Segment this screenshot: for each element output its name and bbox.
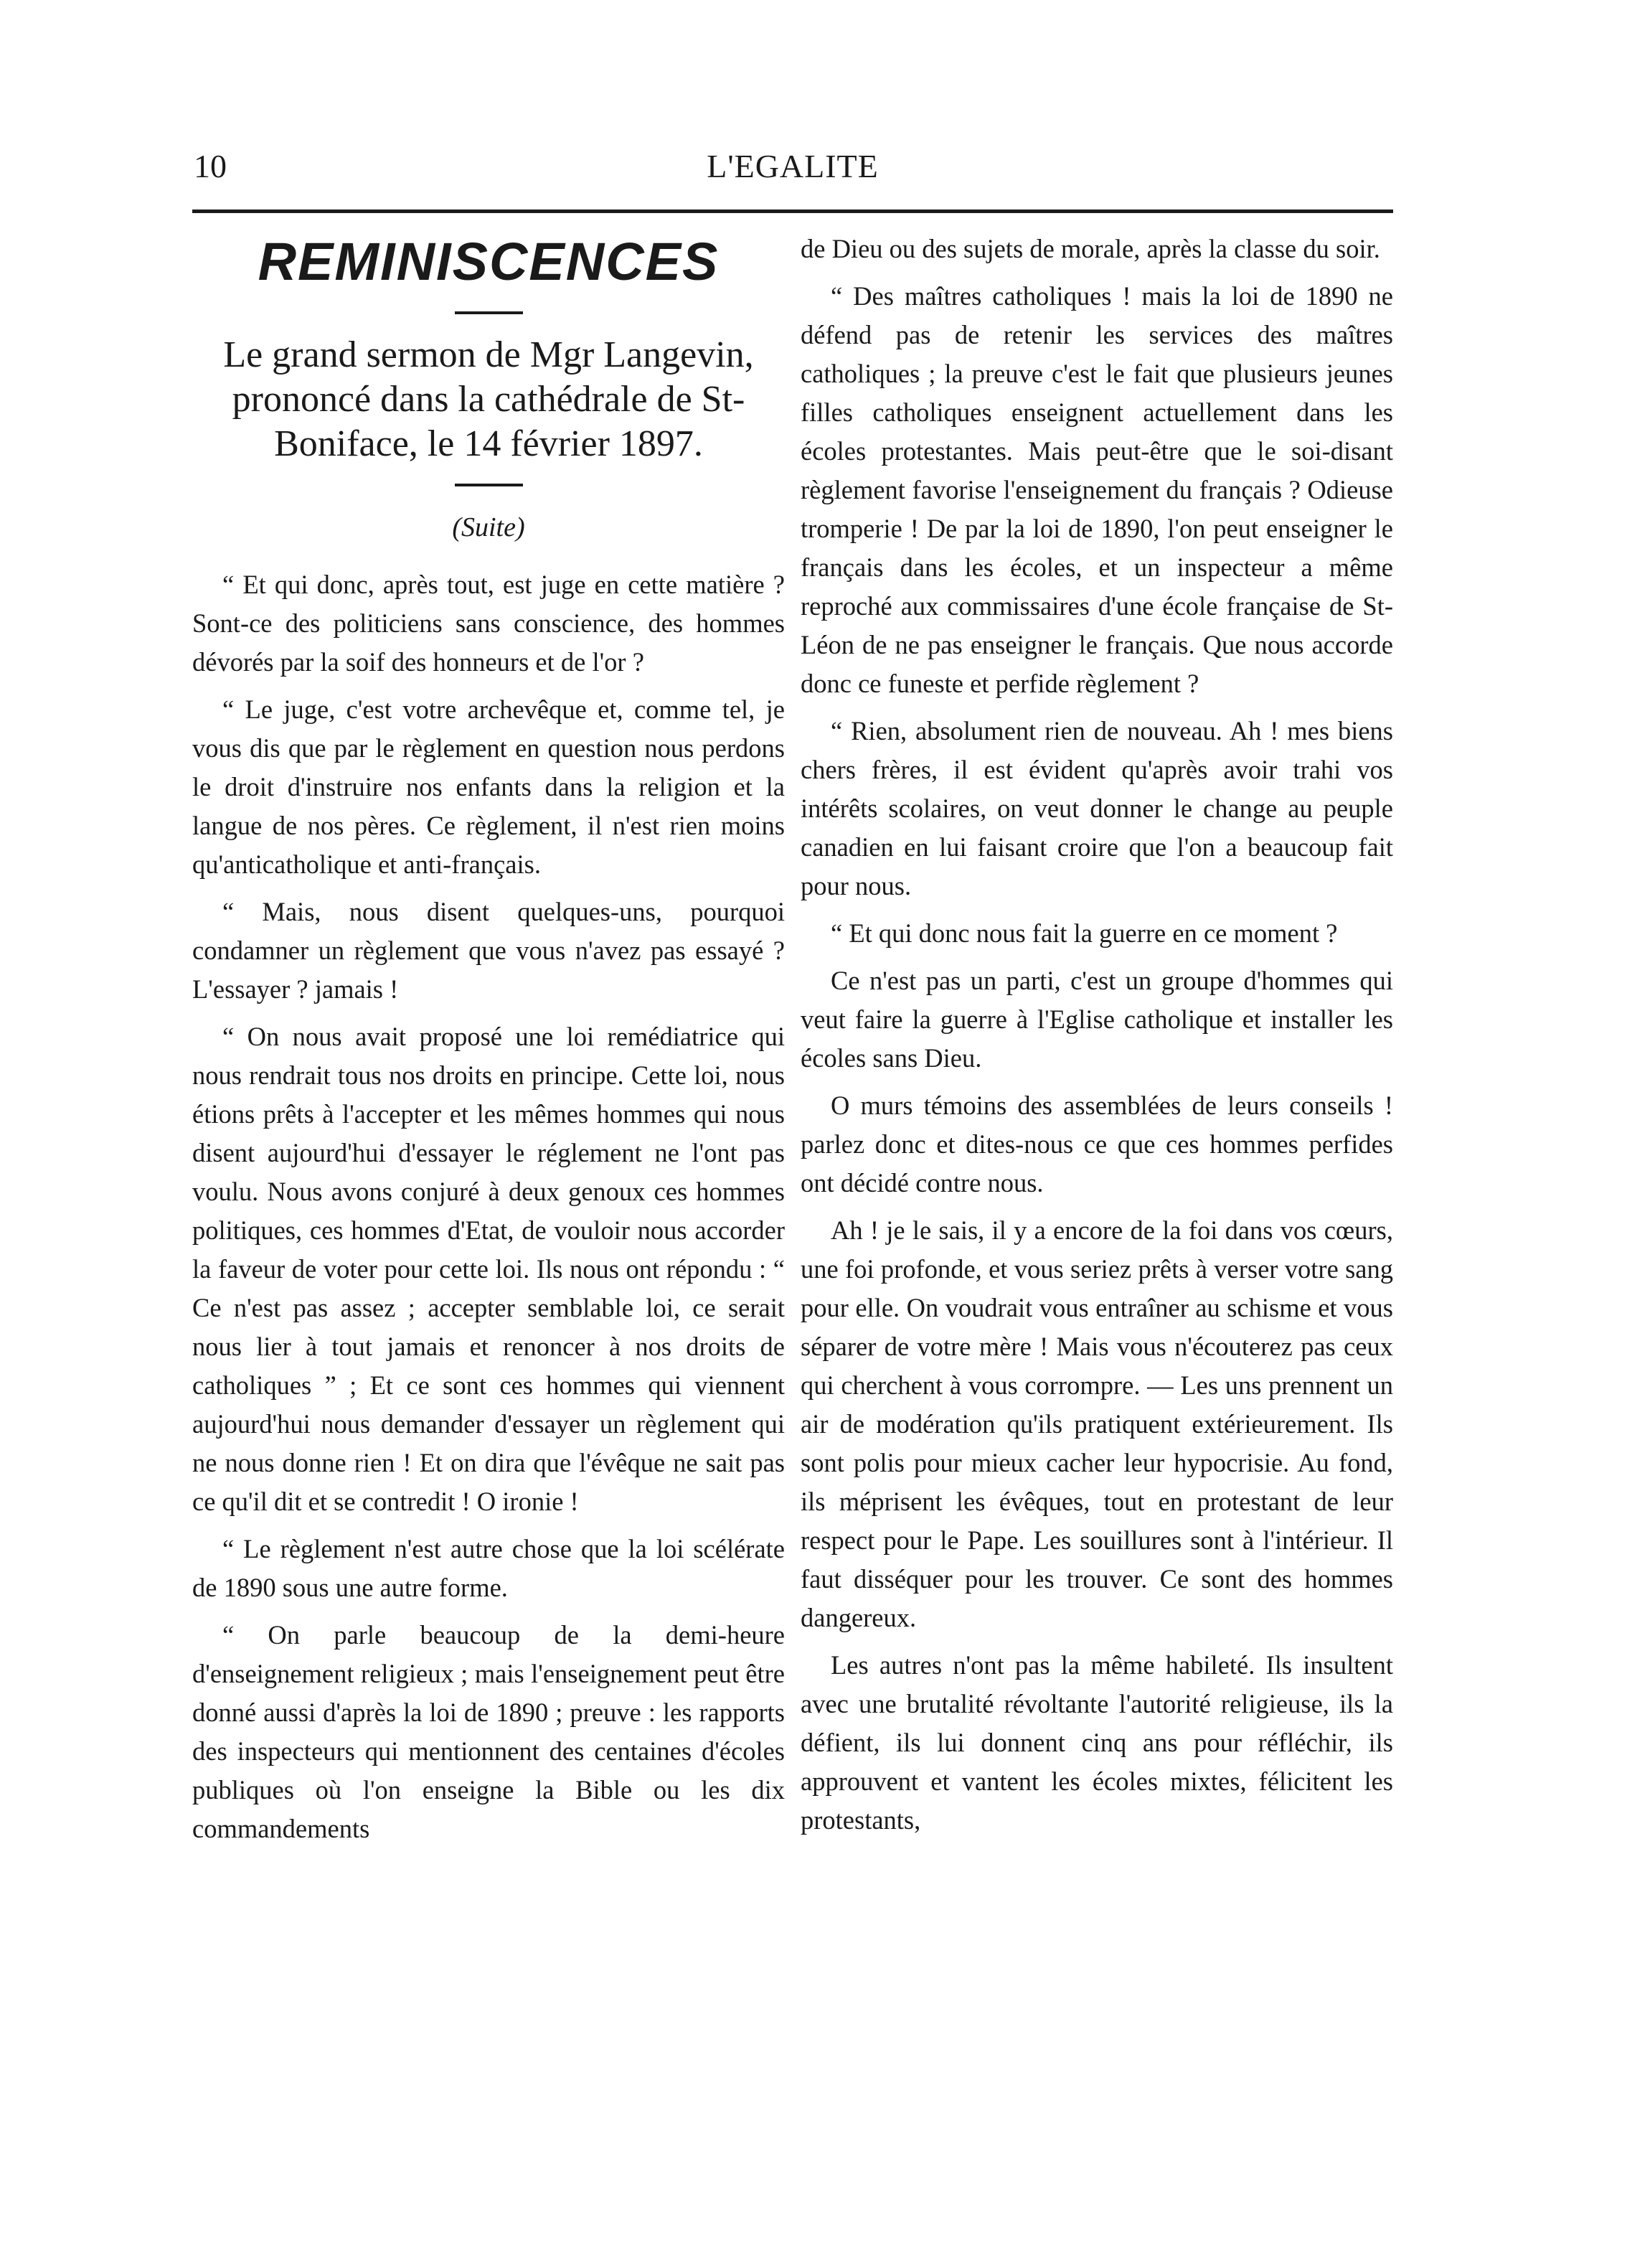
paragraph: “ Rien, absolument rien de nouveau. Ah ! mes biens chers frères, il est évident qu'après avoir trahi vos intérêts scolaires, on veut donner le change au peuple canadien en lui faisant croire que l'on a beaucoup fait pour nous.: [801, 716, 1393, 900]
article-title: REMINISCENCES: [258, 232, 720, 291]
subtitle-divider: [455, 484, 523, 486]
paragraph: “ Des maîtres catholiques ! mais la loi de 1890 ne défend pas de retenir les services des maîtres catholiques ; la preuve c'est le fait que plusieurs jeunes filles catholiques enseignent actuellement dans les écoles protestantes. Mais peut-être que le soi-disant règlement favorise l'enseignement du français ? Odieuse tromperie ! De par la loi de 1890, l'on peut enseigner le français dans les écoles, et un inspecteur a même reproché aux commissaires d'une école française de St-Léon de ne pas enseigner le français. Que nous accorde donc ce funeste et perfide règlement ?: [801, 281, 1393, 698]
title-divider: [455, 311, 523, 314]
paragraph: de Dieu ou des sujets de morale, après la classe du soir.: [801, 234, 1380, 263]
paragraph: O murs témoins des assemblées de leurs conseils ! parlez donc et dites-nous ce que ces hommes perfides ont décidé contre nous.: [801, 1091, 1393, 1197]
running-title: L'EGALITE: [707, 148, 879, 184]
paragraph: “ Mais, nous disent quelques-uns, pourquoi condamner un règlement que vous n'avez pas essayé ? L'essayer ? jamais !: [192, 897, 785, 1004]
paragraph: “ On parle beaucoup de la demi-heure d'enseignement religieux ; mais l'enseignement peut être donné aussi d'après la loi de 1890 ; preuve : les rapports des inspecteurs qui mentionnent des centaines d'écoles publiques où l'on enseigne la Bible ou les dix commandements: [192, 1620, 785, 1843]
paragraph: “ Le règlement n'est autre chose que la loi scélérate de 1890 sous une autre forme.: [192, 1534, 785, 1602]
continuation-note: (Suite): [452, 512, 525, 542]
paragraph: Ah ! je le sais, il y a encore de la foi dans vos cœurs, une foi profonde, et vous seriez prêts à verser votre sang pour elle. On voudrait vous entraîner au schisme et vous séparer de votre mère ! Mais vous n'écouterez pas ceux qui cherchent à vous corrompre. — Les uns prennent un air de modération qu'ils pratiquent extérieurement. Ils sont polis pour mieux cacher leur hypocrisie. Au fond, ils méprisent les évêques, tout en protestant de leur respect pour le Pape. Les souillures sont à l'intérieur. Il faut disséquer pour les trouver. Ce sont des hommes dangereux.: [801, 1215, 1393, 1632]
paragraph: “ On nous avait proposé une loi remédiatrice qui nous rendrait tous nos droits en principe. Cette loi, nous étions prêts à l'accepter et les mêmes hommes qui nous disent aujourd'hui d'essayer le réglement ne l'ont pas voulu. Nous avons conjuré à deux genoux ces hommes politiques, ces hommes d'Etat, de vouloir nous accorder la faveur de voter pour cette loi. Ils nous ont répondu : “ Ce n'est pas assez ; accepter semblable loi, ce serait nous lier à tout jamais et renoncer à nos droits de catholiques ” ; Et ce sont ces hommes qui viennent aujourd'hui nous demander d'essayer un règlement qui ne nous donne rien ! Et on dira que l'évêque ne sait pas ce qu'il dit et se contredit ! O ironie !: [192, 1022, 785, 1516]
right-column: [801, 230, 1393, 1848]
paragraph: Les autres n'ont pas la même habileté. Ils insultent avec une brutalité révoltante l'autorité religieuse, ils la défient, ils lui donnent cinq ans pour réfléchir, ils approuvent et vantent les écoles mixtes, félicitent les protestants,: [801, 1650, 1393, 1835]
paragraph: “ Et qui donc, après tout, est juge en cette matière ? Sont-ce des politiciens sans conscience, des hommes dévorés par la soif des honneurs et de l'or ?: [192, 570, 785, 677]
page-number: 10: [194, 148, 227, 184]
header-rule: [192, 210, 1393, 213]
paragraph: “ Le juge, c'est votre archevêque et, comme tel, je vous dis que par le règlement en question nous perdons le droit d'instruire nos enfants dans la religion et la langue de nos pères. Ce règlement, il n'est rien moins qu'anticatholique et anti-français.: [192, 695, 785, 879]
paragraph: Ce n'est pas un parti, c'est un groupe d'hommes qui veut faire la guerre à l'Eglise catholique et installer les écoles sans Dieu.: [801, 966, 1393, 1073]
article-subtitle: Le grand sermon de Mgr Langevin, prononcé dans la cathédrale de St-Boniface, le 14 février 1897.: [223, 334, 754, 464]
paragraph: “ Et qui donc nous fait la guerre en ce moment ?: [831, 918, 1338, 948]
page-header: [194, 147, 1392, 197]
left-column: [192, 230, 785, 1857]
